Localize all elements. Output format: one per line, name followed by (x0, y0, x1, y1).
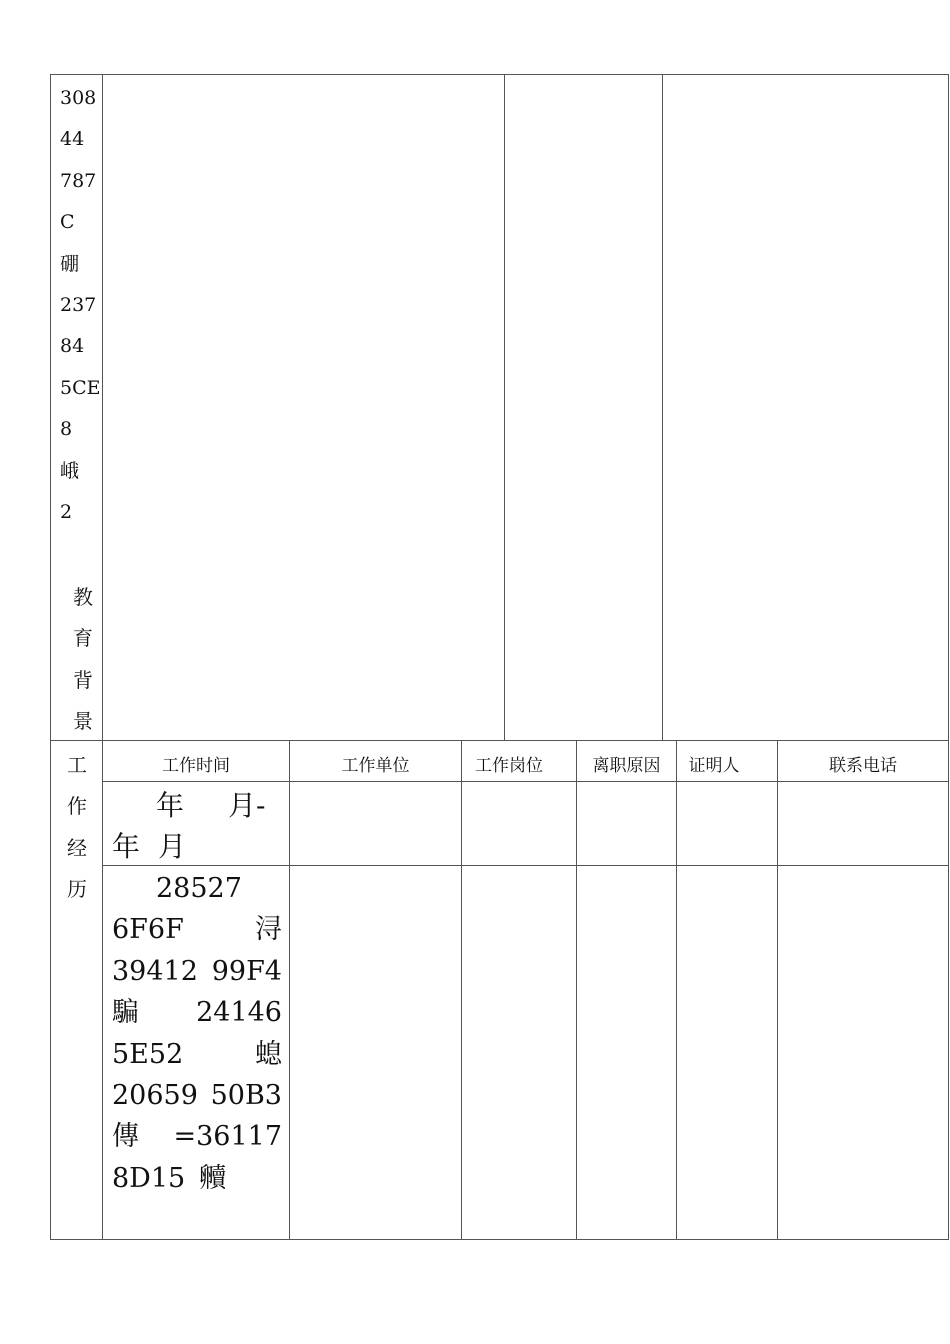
side-line: 787 (60, 169, 97, 192)
education-label-char: 背 (73, 667, 93, 692)
detail-line (112, 1158, 282, 1199)
header-company: 工作单位 (341, 756, 410, 776)
date-year-label: 年 (156, 789, 185, 822)
detail-text: 騙 (112, 997, 139, 1029)
date-year-label: 年 (112, 830, 141, 863)
table-top-border (50, 74, 949, 75)
detail-text: 50B3 (210, 1079, 282, 1111)
phone-cell[interactable] (778, 782, 947, 865)
detail-text: 傳 (112, 1121, 139, 1153)
label-column-divider (102, 74, 103, 1240)
detail-text: 28527 (156, 873, 242, 904)
detail-text: 20659 (112, 1079, 198, 1111)
side-line: 308 (60, 87, 97, 109)
header-position: 工作岗位 (475, 756, 543, 776)
education-label-char: 育 (73, 626, 93, 651)
work-detail-cell (112, 868, 282, 1199)
header-reference: 证明人 (688, 756, 740, 776)
detail-text: 螅 (255, 1038, 282, 1070)
leave-reason-cell[interactable] (577, 782, 675, 865)
detail-line (112, 1116, 282, 1157)
detail-text: 5E52 (112, 1038, 184, 1070)
date-month-label: 月 (158, 830, 187, 863)
education-label (68, 582, 98, 748)
detail-line (112, 951, 282, 992)
work-date-cell[interactable] (112, 785, 282, 867)
detail-text: =36117 (173, 1121, 282, 1153)
side-line: 硼 (60, 252, 80, 275)
detail-line (112, 992, 282, 1033)
education-bottom-border (50, 740, 949, 741)
detail-text: 99F4 (211, 955, 282, 987)
side-line: 237 (60, 293, 97, 316)
side-line: 峨 (60, 459, 80, 482)
company-cell[interactable] (290, 782, 460, 865)
work-label-char: 经 (67, 835, 87, 860)
detail-line (112, 1034, 282, 1075)
header-phone: 联系电话 (829, 756, 897, 776)
detail-line (112, 1075, 282, 1116)
detail-line (112, 909, 282, 950)
education-divider-2 (662, 74, 663, 740)
education-divider-1 (504, 74, 505, 740)
date-month-label: 月- (228, 789, 266, 822)
side-line: 2 (60, 500, 73, 523)
education-label-char: 景 (73, 709, 93, 734)
side-line: 5CE (60, 376, 101, 399)
work-label-char: 作 (67, 794, 87, 819)
side-line: 84 (60, 335, 85, 358)
position-cell[interactable] (462, 782, 575, 865)
side-line: 8 (60, 418, 73, 441)
reference-cell[interactable] (677, 782, 776, 865)
work-experience-label (62, 750, 92, 916)
detail-text: 6F6F (112, 914, 184, 946)
detail-text: 贕 (199, 1162, 227, 1194)
detail-line (112, 868, 282, 909)
detail-text: 24146 (196, 997, 282, 1029)
side-line: C (60, 211, 75, 234)
header-leave-reason: 离职原因 (592, 756, 661, 776)
table-right-border (948, 74, 949, 1240)
table-bottom-border (50, 1239, 949, 1240)
detail-text: 39412 (112, 955, 198, 987)
education-label-char: 教 (73, 585, 93, 609)
work-label-char: 历 (67, 877, 87, 902)
table-left-border (50, 74, 51, 1240)
side-line: 44 (60, 128, 85, 151)
side-column-text (60, 88, 100, 543)
detail-text: 浔 (255, 914, 282, 946)
work-label-char: 工 (67, 753, 87, 777)
detail-text: 8D15 (112, 1162, 186, 1194)
header-work-time: 工作时间 (162, 756, 230, 776)
